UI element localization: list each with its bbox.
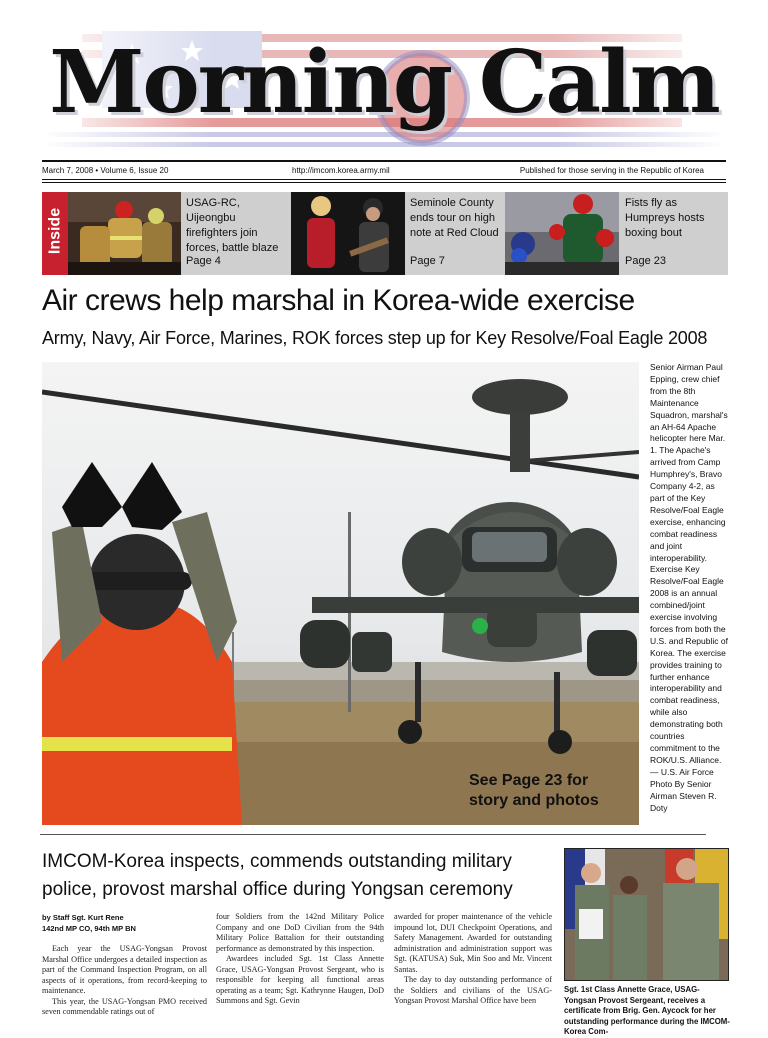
article-column-3 — [394, 912, 552, 1007]
divider — [42, 160, 726, 162]
divider — [40, 834, 706, 835]
photo-caption: Senior Airman Paul Epping, crew chief from the 8th Maintenance Squadron, marshal's an AH-64 Apache helicopter here Mar. 1. The Apache's arrived from Camp Humphrey's, Bravo Company 4-2, as part of the Key Resolve/Foal Eagle exercise, enhancing combat readiness and joint interoperability. Exercise Key Resolve/Foal Eagle 2008 is an annual combined/joint exercise involving forces from both the U.S. and Republic of Korea. The exercise provides training to further enhance interoperability and combat readiness, while also demonstrating both countries commitment to the ROK/U.S. Alliance. — U.S. Air Force Photo By Senior Airman Steven R. Doty — [650, 362, 728, 813]
apache-helicopter-photo — [42, 362, 639, 825]
article-column-2 — [216, 912, 384, 1007]
main-headline: Air crews help marshal in Korea-wide exercise — [42, 284, 635, 317]
ceremony-photo-caption: Sgt. 1st Class Annette Grace, USAG-Yongsan Provost Sergeant, receives a certificate from Brig. Gen. Aycock for her outstanding performance during the IMCOM-Korea Com- — [564, 985, 730, 1036]
teaser-1-page[interactable]: Page 4 — [186, 255, 221, 267]
paragraph: awarded for proper maintenance of the vehicle impound lot, DUI Checkpoint Operations, and Safety Management. Awarded for outstanding administration and administration support was Sgt. (KATUSA) Suk, Min Soo and Mr. Vincent Santas. — [394, 912, 552, 974]
issue-info: March 7, 2008 • Volume 6, Issue 20 — [42, 166, 169, 175]
article-column-1 — [42, 944, 207, 1018]
teaser-photo-boxing[interactable] — [505, 192, 619, 275]
paragraph: This year, the USAG-Yongsan PMO received seven commendable ratings out of — [42, 996, 207, 1016]
inside-label — [42, 192, 68, 275]
byline-unit: 142nd MP CO, 94th MP BN — [42, 924, 136, 933]
teaser-photo-firefighters[interactable] — [68, 192, 181, 275]
publication-tagline: Published for those serving in the Republic of Korea — [519, 166, 704, 175]
website-link[interactable]: http://imcom.korea.army.mil — [292, 166, 390, 175]
teaser-2-text[interactable]: Seminole County ends tour on high note at Red Cloud — [410, 197, 499, 239]
paragraph: four Soldiers from the 142nd Military Police Company and one DoD Civilian from the 94th Military Police Battalion for their outstanding performance as demonstrated by this inspection. — [216, 912, 384, 953]
teaser-2-page[interactable]: Page 7 — [410, 255, 445, 267]
teaser-photo-concert[interactable] — [291, 192, 405, 275]
inside-label-text: Inside — [46, 207, 64, 255]
ceremony-photo — [564, 848, 729, 981]
dateline — [42, 164, 726, 178]
divider — [42, 182, 726, 183]
ceremony-illustration — [565, 849, 728, 980]
teaser-3-page[interactable]: Page 23 — [625, 255, 666, 267]
byline — [42, 912, 212, 934]
divider — [42, 179, 726, 180]
photo-illustration — [42, 362, 639, 825]
byline-author: by Staff Sgt. Kurt Rene — [42, 913, 124, 922]
second-headline: IMCOM-Korea inspects, commends outstanding military police, provost marshal office during Yongsan ceremony — [42, 851, 513, 900]
paragraph: Awardees included Sgt. 1st Class Annette Grace, USAG-Yongsan Provost Sergeant, who is responsible for keeping all functional areas operating as a team; Sgt. Kathrynne Haugen, DoD Summons and Sgt. Gevin — [216, 954, 384, 1005]
teaser-1-text[interactable]: USAG-RC, Uijeongbu firefighters join forces, battle blaze — [186, 197, 279, 254]
photo-callout[interactable]: See Page 23 for story and photos — [469, 772, 599, 809]
main-subhead: Army, Navy, Air Force, Marines, ROK forces step up for Key Resolve/Foal Eagle 2008 — [42, 328, 708, 348]
paragraph: The day to day outstanding performance of the Soldiers and civilians of the USAG-Yongsan Provost Marshal Office have been — [394, 975, 552, 1005]
teaser-3-text[interactable]: Fists fly as Humpreys hosts boxing bout — [625, 197, 705, 239]
masthead-title: Morning Calm — [49, 32, 719, 133]
paragraph: Each year the USAG-Yongsan Provost Marshal Office undergoes a detailed inspection as part of the Command Inspection Program, on all aspects of it operations, from record-keeping to maintenance. — [42, 944, 207, 995]
masthead — [42, 28, 726, 156]
